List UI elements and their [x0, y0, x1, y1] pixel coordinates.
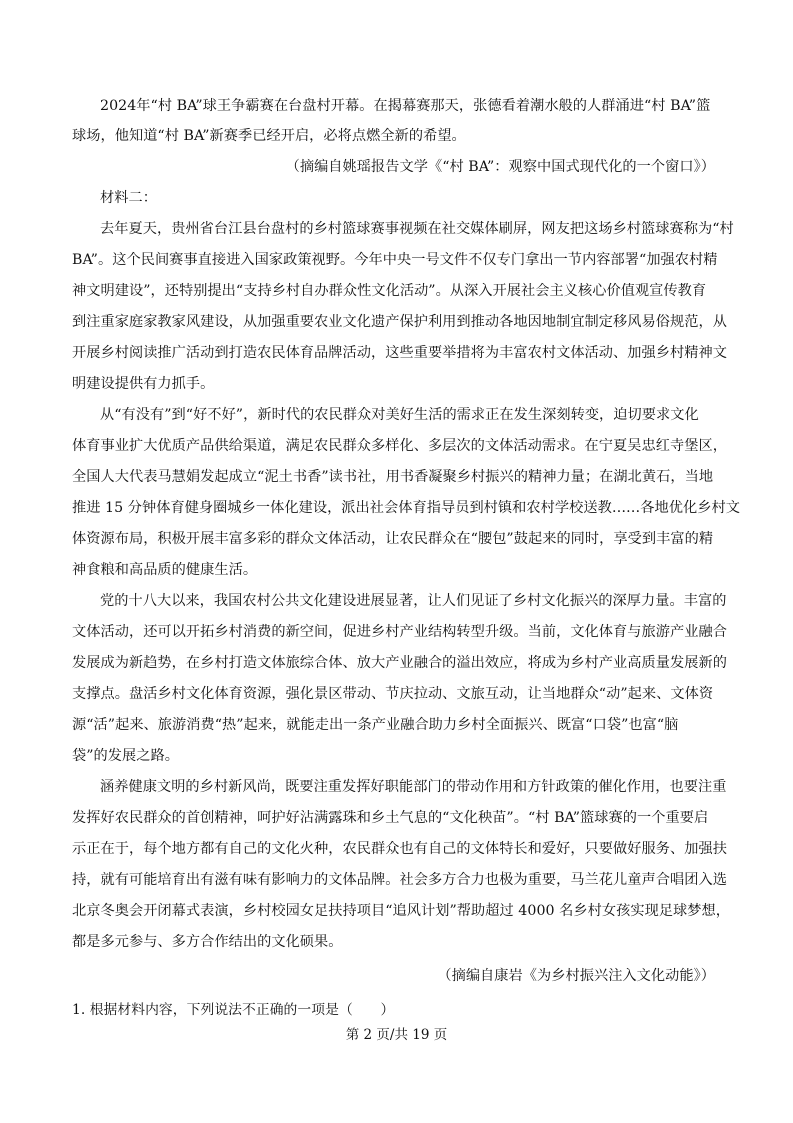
- intro-line-2: 球场，他知道“村 BA”新赛季已经开启，必将点燃全新的希望。: [72, 128, 466, 144]
- p2-line-1: 从“有没有”到“好不好”，新时代的农民群众对美好生活的需求正在发生深刻转变，迫切要求文化: [100, 407, 699, 423]
- p3-line-2: 文体活动，还可以开拓乡村消费的新空间，促进乡村产业结构转型升级。当前，文化体育与旅游产业融合: [72, 624, 727, 640]
- p1-line-1: 去年夏天，贵州省台江县台盘村的乡村篮球赛事视频在社交媒体刷屏，网友把这场乡村篮球赛称为“村: [100, 221, 734, 237]
- intro-line-1: 2024年“村 BA”球王争霸赛在台盘村开幕。在揭幕赛那天，张德看着潮水般的人群涌进“村 BA”篮: [100, 98, 711, 114]
- material2-source: （摘编自康岩《为乡村振兴注入文化动能》）: [437, 968, 715, 984]
- p2-line-6: 神食粮和高品质的健康生活。: [72, 562, 258, 578]
- p3-line-4: 支撑点。盘活乡村文化体育资源，强化景区带动、节庆拉动、文旅互动，让当地群众“动”起来、文体资: [72, 686, 714, 702]
- p4-line-1: 涵养健康文明的乡村新风尚，既要注重发挥好职能部门的带动作用和方针政策的催化作用，也要注重: [100, 779, 727, 795]
- intro-source: （摘编自姚瑶报告文学《“村 BA”：观察中国式现代化的一个窗口》）: [285, 159, 715, 175]
- p3-line-1: 党的十八大以来，我国农村公共文化建设进展显著，让人们见证了乡村文化振兴的深厚力量。丰富的: [100, 593, 727, 609]
- p1-line-4: 到注重家庭家教家风建设，从加强重要农业文化遗产保护利用到推动各地因地制宜制定移风易俗规范，从: [72, 314, 727, 330]
- material2-heading: 材料二：: [100, 190, 157, 206]
- p4-line-4: 持，就有可能培育出有滋有味有影响力的文体品牌。社会多方合力也极为重要，马兰花儿童声合唱团入选: [72, 872, 727, 888]
- p3-line-6: 袋”的发展之路。: [72, 748, 179, 764]
- p4-line-5: 北京冬奥会开闭幕式表演，乡村校园女足扶持项目“追风计划”帮助超过 4000 名乡村女孩实现足球梦想，: [72, 903, 731, 919]
- p4-line-6: 都是多元参与、多方合作结出的文化硕果。: [72, 934, 343, 950]
- p2-line-2: 体育事业扩大优质产品供给渠道，满足农民群众多样化、多层次的文体活动需求。在宁夏吴忠红寺堡区，: [72, 438, 727, 454]
- p1-line-2: BA”。这个民间赛事直接进入国家政策视野。今年中央一号文件不仅专门拿出一节内容部署“加强农村精: [72, 252, 718, 268]
- p3-line-5: 源“活”起来、旅游消费“热”起来，就能走出一条产业融合助力乡村全面振兴、既富“口袋”也富“脑: [72, 717, 679, 733]
- p1-line-6: 明建设提供有力抓手。: [72, 376, 215, 392]
- p2-line-5: 体资源布局，积极开展丰富多彩的群众文体活动，让农民群众在“腰包”鼓起来的同时，享受到丰富的精: [72, 531, 714, 547]
- p3-line-3: 发展成为新趋势，在乡村打造文体旅综合体、放大产业融合的溢出效应，将成为乡村产业高质量发展新的: [72, 655, 727, 671]
- page-number: 第 2 页/共 19 页: [345, 1027, 448, 1043]
- p4-line-2: 发挥好农民群众的首创精神，呵护好沾满露珠和乡土气息的“文化秧苗”。“村 BA”篮球赛的一个重要启: [72, 810, 709, 826]
- p2-line-4: 推进 15 分钟体育健身圈城乡一体化建设，派出社会体育指导员到村镇和农村学校送教……各地优化乡村文: [72, 500, 740, 516]
- question-1: 1. 根据材料内容，下列说法不正确的一项是（ ）: [72, 1002, 395, 1018]
- p2-line-3: 全国人大代表马慧娟发起成立“泥土书香”读书社，用书香凝聚乡村振兴的精神力量；在湖北黄石，当地: [72, 469, 714, 485]
- p1-line-3: 神文明建设”，还特别提出“支持乡村自办群众性文化活动”。从深入开展社会主义核心价值观宣传教育: [72, 283, 707, 299]
- p4-line-3: 示正在于，每个地方都有自己的文化火种，农民群众也有自己的文体特长和爱好，只要做好服务、加强扶: [72, 841, 727, 857]
- p1-line-5: 开展乡村阅读推广活动到打造农民体育品牌活动，这些重要举措将为丰富农村文体活动、加强乡村精神文: [72, 345, 727, 361]
